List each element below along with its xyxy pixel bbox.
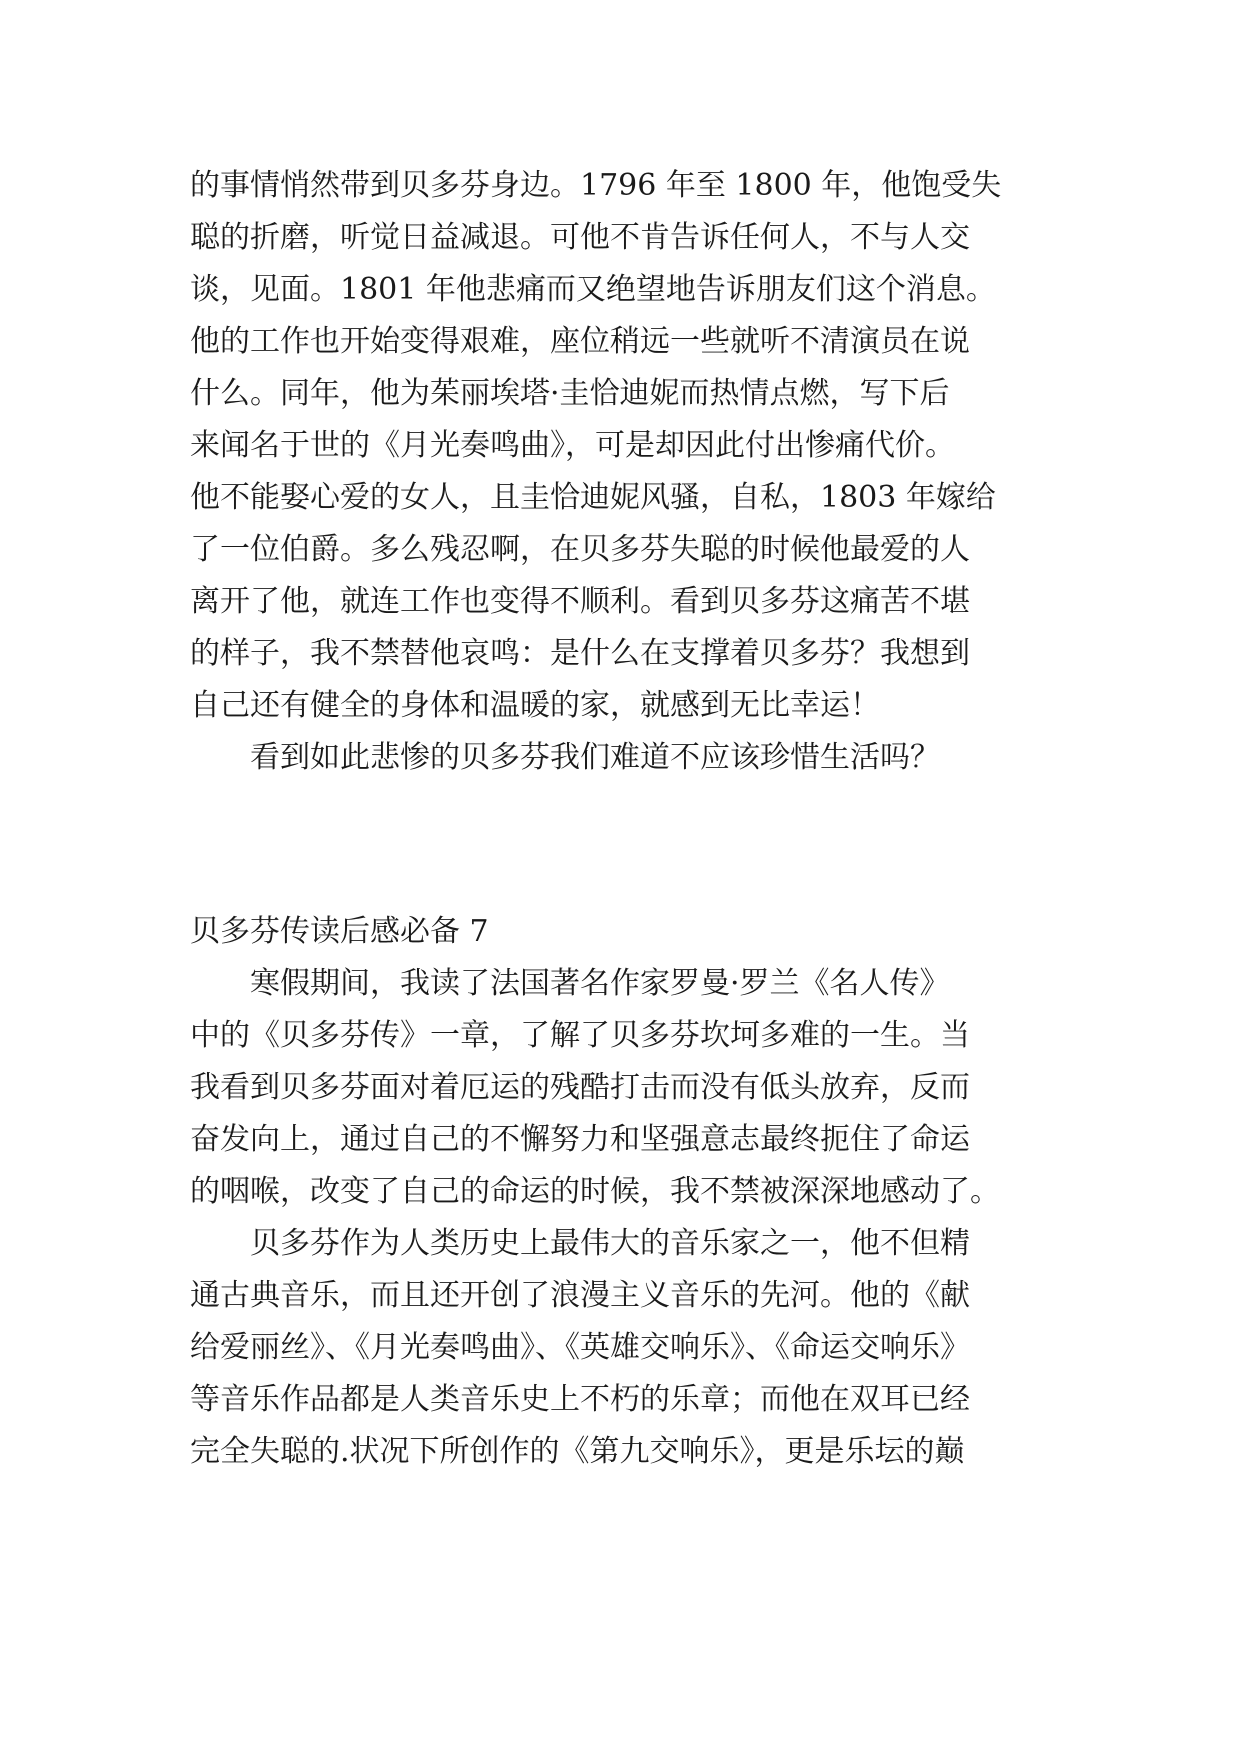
- paragraph-line: 的咽喉，改变了自己的命运的时候，我不禁被深深地感动了。: [190, 1174, 1000, 1209]
- paragraph-line: 了一位伯爵。多么残忍啊，在贝多芬失聪的时候他最爱的人: [190, 532, 970, 567]
- paragraph-line: 来闻名于世的《月光奏鸣曲》，可是却因此付出惨痛代价。: [190, 428, 955, 463]
- paragraph-line: 的样子，我不禁替他哀鸣：是什么在支撑着贝多芬？我想到: [190, 636, 970, 671]
- paragraph-line: 离开了他，就连工作也变得不顺利。看到贝多芬这痛苦不堪: [190, 584, 970, 619]
- section-heading: 贝多芬传读后感必备 7: [190, 914, 489, 949]
- paragraph-line: 贝多芬作为人类历史上最伟大的音乐家之一，他不但精: [190, 1226, 970, 1261]
- paragraph-line: 看到如此悲惨的贝多芬我们难道不应该珍惜生活吗？: [190, 740, 940, 775]
- text-section-a: [190, 160, 1070, 784]
- paragraph-line: 的事情悄然带到贝多芬身边。1796 年至 1800 年，他饱受失: [190, 168, 1002, 203]
- paragraph-line: 寒假期间，我读了法国著名作家罗曼·罗兰《名人传》: [190, 966, 950, 1001]
- paragraph-line: 谈，见面。1801 年他悲痛而又绝望地告诉朋友们这个消息。: [190, 272, 996, 307]
- paragraph-line: 我看到贝多芬面对着厄运的残酷打击而没有低头放弃，反而: [190, 1070, 970, 1105]
- text-section-b: [190, 906, 1070, 1478]
- paragraph-line: 中的《贝多芬传》一章，了解了贝多芬坎坷多难的一生。当: [190, 1018, 970, 1053]
- paragraph-line: 他不能娶心爱的女人，且圭恰迪妮风骚，自私，1803 年嫁给: [190, 480, 996, 515]
- paragraph-line: 自己还有健全的身体和温暖的家，就感到无比幸运！: [190, 688, 880, 723]
- paragraph-line: 给爱丽丝》、《月光奏鸣曲》、《英雄交响乐》、《命运交响乐》: [190, 1330, 970, 1365]
- paragraph-line: 等音乐作品都是人类音乐史上不朽的乐章；而他在双耳已经: [190, 1382, 970, 1417]
- paragraph-line: 聪的折磨，听觉日益减退。可他不肯告诉任何人，不与人交: [190, 220, 970, 255]
- paragraph-line: 奋发向上，通过自己的不懈努力和坚强意志最终扼住了命运: [190, 1122, 970, 1157]
- paragraph-line: 完全失聪的.状况下所创作的《第九交响乐》，更是乐坛的巅: [190, 1434, 965, 1469]
- paragraph-line: 通古典音乐，而且还开创了浪漫主义音乐的先河。他的《献: [190, 1278, 970, 1313]
- paragraph-line: 他的工作也开始变得艰难，座位稍远一些就听不清演员在说: [190, 324, 970, 359]
- paragraph-line: 什么。同年，他为茱丽埃塔·圭恰迪妮而热情点燃，写下后: [190, 376, 950, 411]
